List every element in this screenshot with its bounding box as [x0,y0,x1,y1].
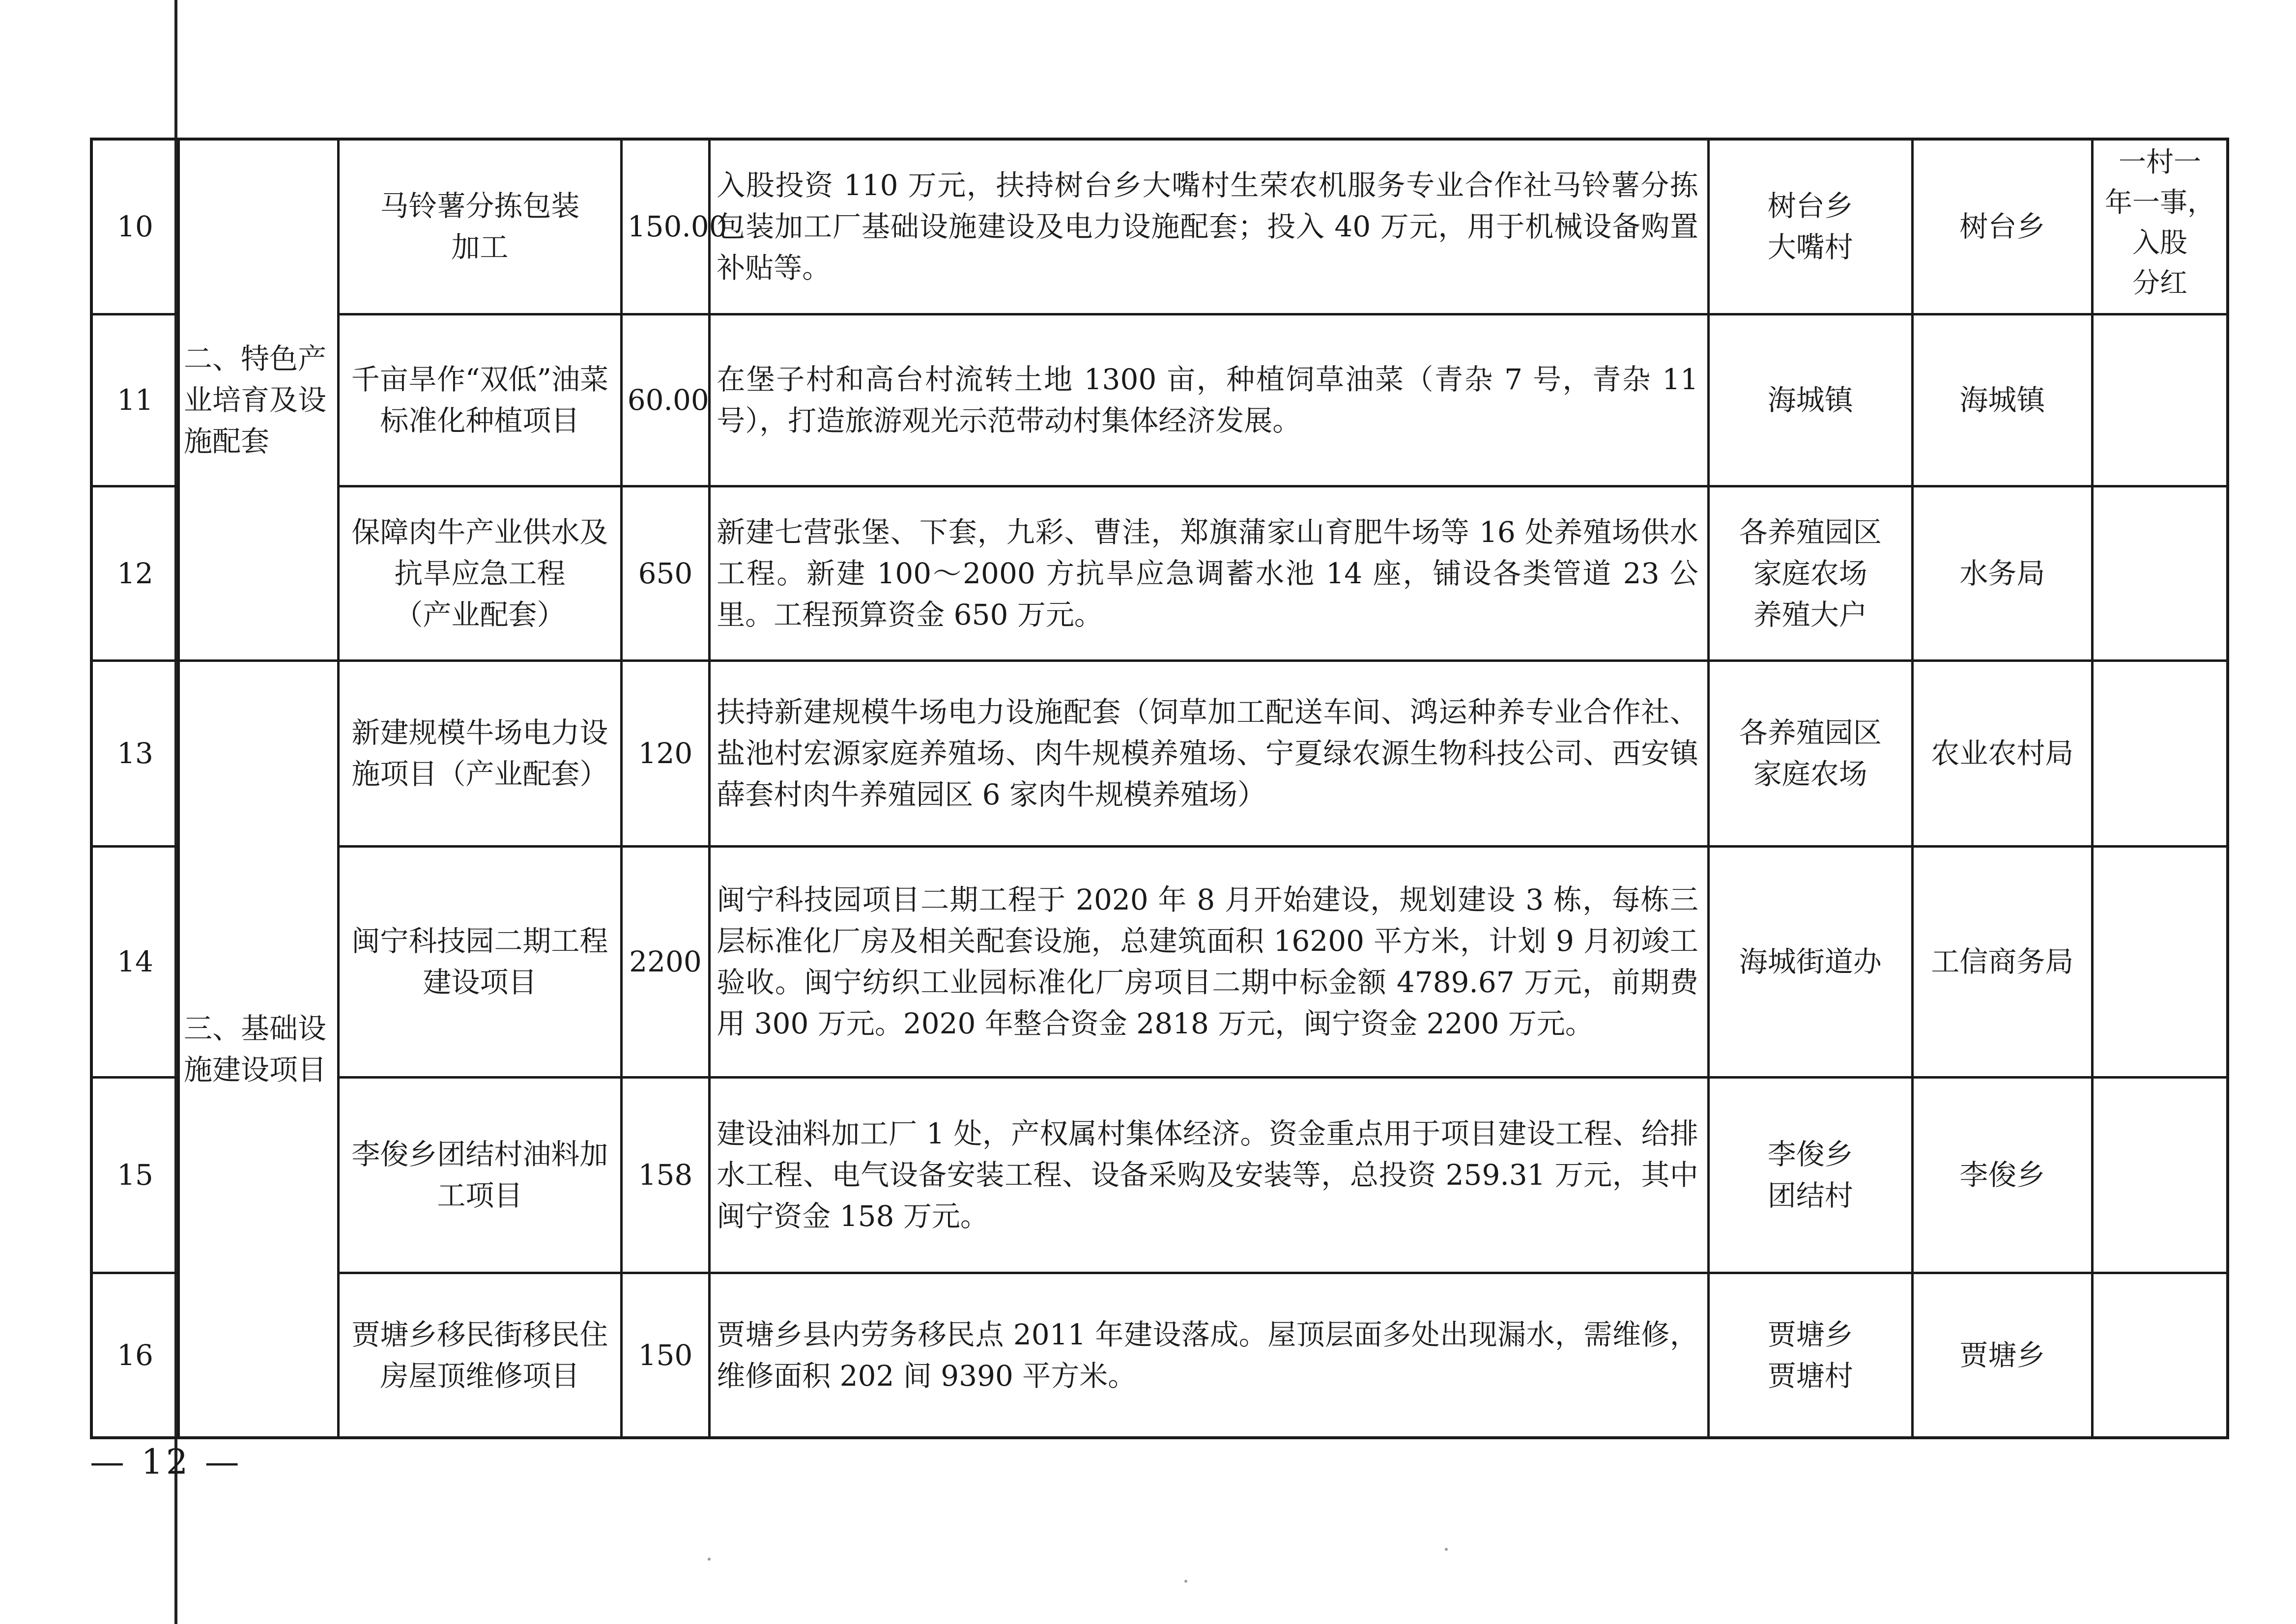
table-row [91,314,2228,486]
row-number: 10 [91,139,178,314]
table-row [91,1077,2228,1273]
category-cell [178,660,338,1438]
row-number: 11 [91,314,178,486]
scan-speck [1445,1548,1448,1551]
project-location: 树台乡 大嘴村 [1708,139,1912,314]
page-number: — 12 — [90,1442,242,1482]
project-location: 贾塘乡 贾塘村 [1708,1273,1912,1438]
project-amount: 150.00 [621,139,710,314]
project-description: 贾塘乡县内劳务移民点 2011 年建设落成。屋顶层面多处出现漏水，需维修，维修面积 202 间 9390 平方米。 [710,1273,1709,1438]
project-description: 建设油料加工厂 1 处，产权属村集体经济。资金重点用于项目建设工程、给排水工程、电气设备安装工程、设备采购及安装等，总投资 259.31 万元，其中闽宁资金 158 万元。 [710,1077,1709,1273]
project-amount: 150 [621,1273,710,1438]
responsible-unit: 海城镇 [1912,314,2092,486]
project-description: 在堡子村和高台村流转土地 1300 亩，种植饲草油菜（青杂 7 号，青杂 11 号），打造旅游观光示范带动村集体经济发展。 [710,314,1709,486]
project-table [90,138,2229,1439]
row-number: 14 [91,846,178,1077]
responsible-unit: 农业农村局 [1912,660,2092,846]
responsible-unit: 工信商务局 [1912,846,2092,1077]
responsible-unit: 李俊乡 [1912,1077,2092,1273]
row-number: 16 [91,1273,178,1438]
project-name: 闽宁科技园二期工程建设项目 [338,846,621,1077]
project-location: 海城街道办 [1708,846,1912,1077]
project-note [2092,660,2228,846]
project-amount: 60.00 [621,314,710,486]
category-cell [178,139,338,660]
table-row [91,846,2228,1077]
project-amount: 120 [621,660,710,846]
responsible-unit: 贾塘乡 [1912,1273,2092,1438]
project-name: 马铃薯分拣包装 加工 [338,139,621,314]
scan-speck [708,1558,711,1561]
project-note [2092,1077,2228,1273]
project-location: 李俊乡 团结村 [1708,1077,1912,1273]
table-row [91,660,2228,846]
project-amount: 650 [621,486,710,660]
project-description: 闽宁科技园项目二期工程于 2020 年 8 月开始建设，规划建设 3 栋，每栋三层标准化厂房及相关配套设施，总建筑面积 16200 平方米，计划 9 月初竣工验收。闽宁纺织工业园标准化厂房项目二期中标金额 4789.67 万元，前期费用 300 万元。2020 年整合资金 2818 万元，闽宁资金 2200 万元。 [710,846,1709,1077]
project-description: 新建七营张堡、下套，九彩、曹洼，郑旗蒲家山育肥牛场等 16 处养殖场供水工程。新建 100～2000 方抗旱应急调蓄水池 14 座，铺设各类管道 23 公里。工程预算资金 650 万元。 [710,486,1709,660]
project-note [2092,486,2228,660]
project-note: 一村一 年一事， 入股 分红 [2092,139,2228,314]
project-location: 海城镇 [1708,314,1912,486]
project-amount: 158 [621,1077,710,1273]
project-location: 各养殖园区 家庭农场 [1708,660,1912,846]
project-note [2092,846,2228,1077]
project-description: 入股投资 110 万元，扶持树台乡大嘴村生荣农机服务专业合作社马铃薯分拣包装加工厂基础设施建设及电力设施配套；投入 40 万元，用于机械设备购置补贴等。 [710,139,1709,314]
project-note [2092,1273,2228,1438]
row-number: 13 [91,660,178,846]
project-name: 千亩旱作“双低”油菜标准化种植项目 [338,314,621,486]
project-name: 新建规模牛场电力设施项目（产业配套） [338,660,621,846]
row-number: 15 [91,1077,178,1273]
project-name: 贾塘乡移民街移民住房屋顶维修项目 [338,1273,621,1438]
project-amount: 2200 [621,846,710,1077]
responsible-unit: 水务局 [1912,486,2092,660]
project-name: 李俊乡团结村油料加工项目 [338,1077,621,1273]
row-number: 12 [91,486,178,660]
scan-speck [1184,1580,1187,1583]
project-location: 各养殖园区 家庭农场 养殖大户 [1708,486,1912,660]
project-description: 扶持新建规模牛场电力设施配套（饲草加工配送车间、鸿运种养专业合作社、盐池村宏源家庭养殖场、肉牛规模养殖场、宁夏绿农源生物科技公司、西安镇薛套村肉牛养殖园区 6 家肉牛规模养殖场） [710,660,1709,846]
table-row [91,486,2228,660]
project-name: 保障肉牛产业供水及抗旱应急工程 （产业配套） [338,486,621,660]
table-row [91,1273,2228,1438]
category-label: 二、特色产业培育及设施配套 [183,342,326,458]
responsible-unit: 树台乡 [1912,139,2092,314]
table-row [91,139,2228,314]
category-label: 三、基础设施建设项目 [183,1011,326,1086]
project-note [2092,314,2228,486]
